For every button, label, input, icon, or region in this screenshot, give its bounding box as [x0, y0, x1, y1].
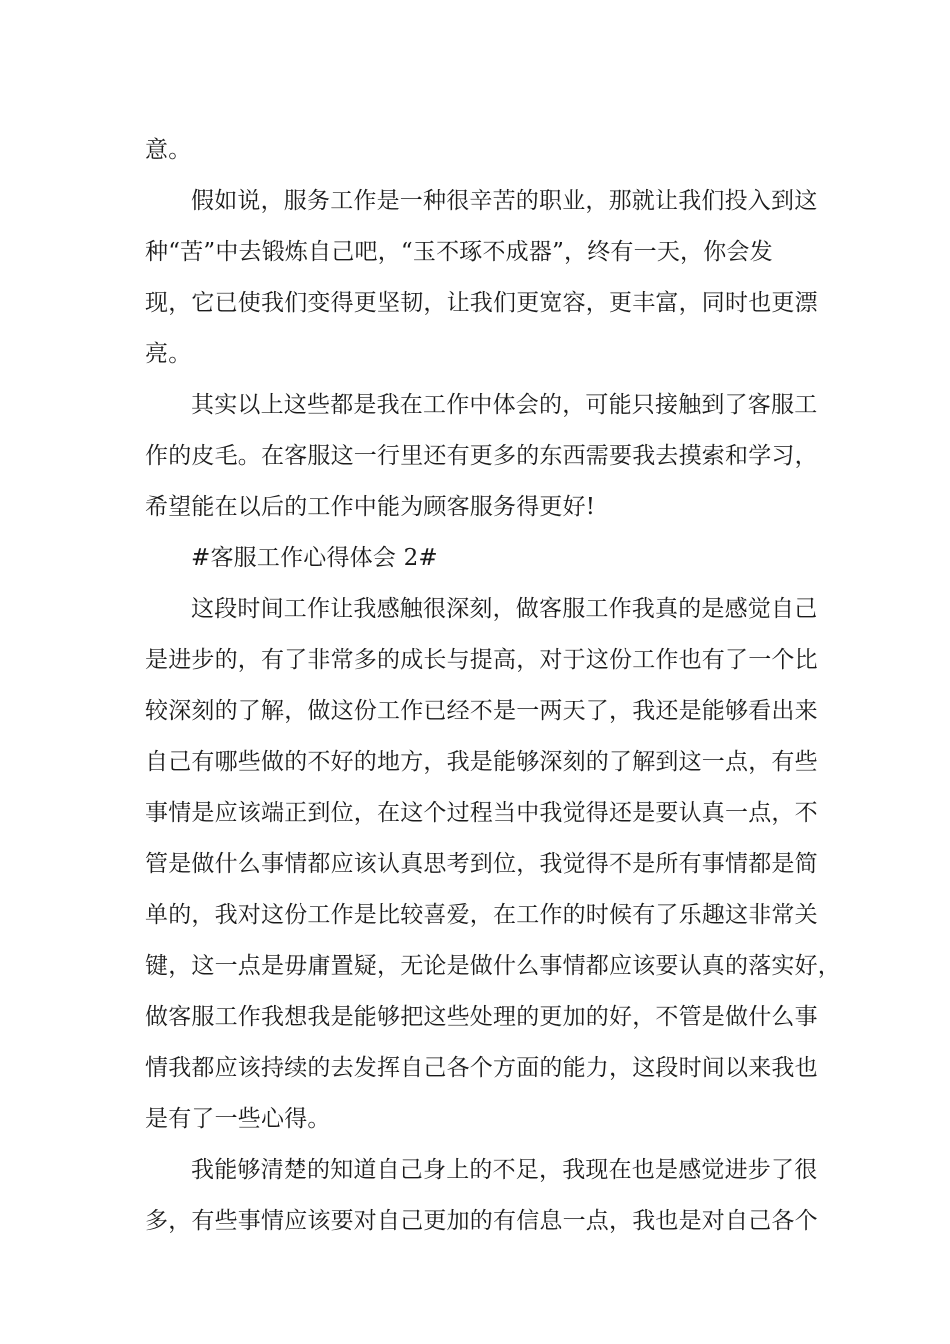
section-heading: #客服工作心得体会 2# — [191, 545, 438, 571]
text-line: 事情是应该端正到位，在这个过程当中我觉得还是要认真一点，不 — [145, 800, 818, 826]
text-line: 是进步的，有了非常多的成长与提高，对于这份工作也有了一个比 — [145, 647, 818, 673]
text-line: 较深刻的了解，做这份工作已经不是一两天了，我还是能够看出来 — [145, 698, 818, 724]
text-line: 做客服工作我想我是能够把这些处理的更加的好，不管是做什么事 — [145, 1004, 818, 1030]
paragraph-start-line: 假如说，服务工作是一种很辛苦的职业，那就让我们投入到这 — [191, 188, 818, 214]
text-line: 自己有哪些做的不好的地方，我是能够深刻的了解到这一点，有些 — [145, 749, 818, 775]
text-line: 作的皮毛。在客服这一行里还有更多的东西需要我去摸索和学习， — [145, 443, 818, 469]
text-line: 种“苦”中去锻炼自己吧，“玉不琢不成器”，终有一天，你会发 — [145, 239, 773, 265]
text-line: 多，有些事情应该要对自己更加的有信息一点，我也是对自己各个 — [145, 1208, 818, 1234]
text-line: 是有了一些心得。 — [145, 1106, 331, 1132]
paragraph-start-line: 这段时间工作让我感触很深刻，做客服工作我真的是感觉自己 — [191, 596, 818, 622]
text-line: 键，这一点是毋庸置疑，无论是做什么事情都应该要认真的落实好， — [145, 953, 841, 979]
text-line: 情我都应该持续的去发挥自己各个方面的能力，这段时间以来我也 — [145, 1055, 818, 1081]
paragraph-start-line: 我能够清楚的知道自己身上的不足，我现在也是感觉进步了很 — [191, 1157, 818, 1183]
text-line: 现，它已使我们变得更坚韧，让我们更宽容，更丰富，同时也更漂 — [145, 290, 818, 316]
text-line: 意。 — [145, 137, 192, 163]
text-line: 单的，我对这份工作是比较喜爱，在工作的时候有了乐趣这非常关 — [145, 902, 818, 928]
text-line: 希望能在以后的工作中能为顾客服务得更好! — [145, 494, 596, 520]
text-line: 管是做什么事情都应该认真思考到位，我觉得不是所有事情都是简 — [145, 851, 818, 877]
paragraph-start-line: 其实以上这些都是我在工作中体会的，可能只接触到了客服工 — [191, 392, 818, 418]
text-line: 亮。 — [145, 341, 192, 367]
